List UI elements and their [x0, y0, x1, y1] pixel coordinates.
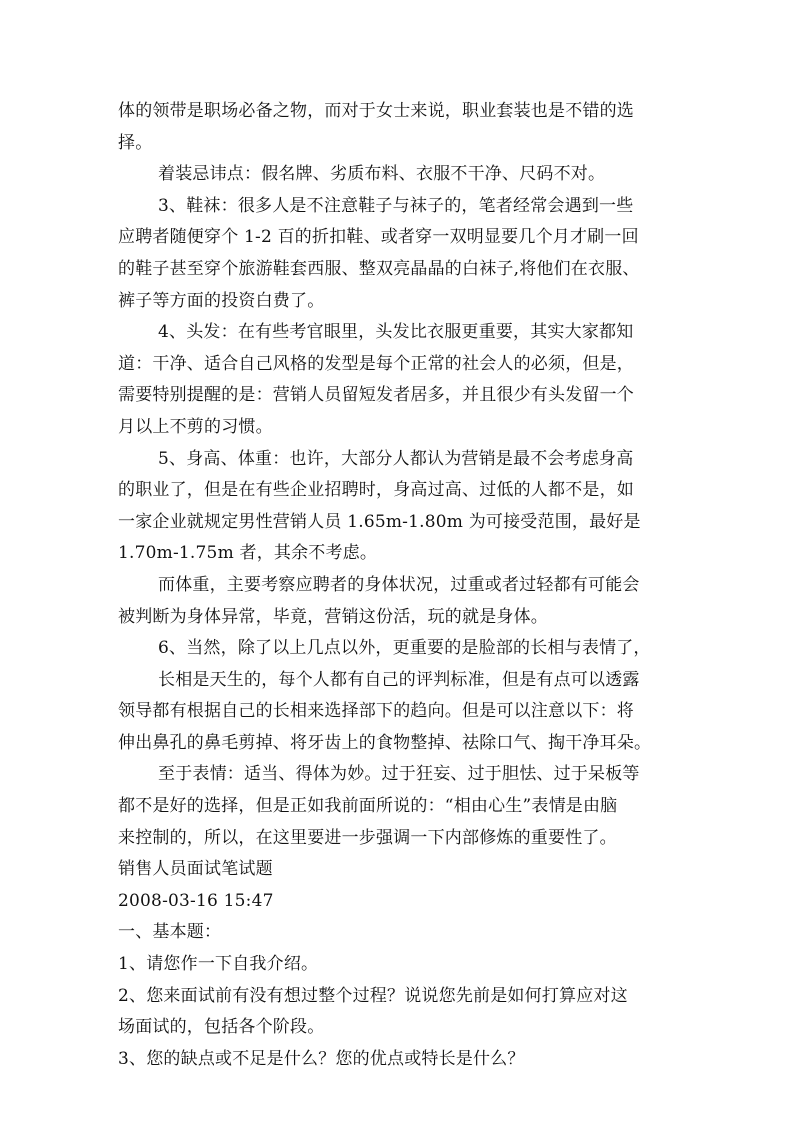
text-line: 被判断为身体异常，毕竟，营销这份活，玩的就是身体。 [118, 606, 548, 627]
text-line: 月以上不剪的习惯。 [118, 416, 273, 437]
text-line: 着装忌讳点：假名牌、劣质布料、衣服不干净、尺码不对。 [158, 164, 606, 185]
text-line: 领导都有根据自己的长相来选择部下的趋向。但是可以注意以下：将 [118, 701, 634, 722]
text-line: 的鞋子甚至穿个旅游鞋套西服、整双亮晶晶的白袜子,将他们在衣服、 [118, 258, 640, 279]
text-line: 裤子等方面的投资白费了。 [118, 290, 325, 311]
text-line: 一家企业就规定男性营销人员 1.65m-1.80m 为可接受范围，最好是 [118, 511, 641, 532]
text-line: 3、鞋袜：很多人是不注意鞋子与袜子的，笔者经常会遇到一些 [158, 195, 634, 216]
text-line: 都不是好的选择，但是正如我前面所说的：“相由心生”表情是由脑 [118, 796, 618, 817]
text-line: 1.70m-1.75m 者，其余不考虑。 [118, 543, 378, 564]
text-line: 长相是天生的，每个人都有自己的评判标准，但是有点可以透露 [158, 669, 640, 690]
text-line: 至于表情：适当、得体为妙。过于狂妄、过于胆怯、过于呆板等 [158, 764, 640, 785]
text-line: 5、身高、体重：也许，大部分人都认为营销是最不会考虑身高 [158, 448, 634, 469]
text-line: 4、头发：在有些考官眼里，头发比衣服更重要，其实大家都知 [158, 322, 634, 343]
text-line: 伸出鼻孔的鼻毛剪掉、将牙齿上的食物整掉、祛除口气、掏干净耳朵。 [118, 732, 652, 753]
text-line: 销售人员面试笔试题 [118, 859, 273, 880]
text-line: 一、基本题： [118, 922, 222, 943]
text-line: 来控制的，所以，在这里要进一步强调一下内部修炼的重要性了。 [118, 827, 617, 848]
document-body [118, 96, 680, 1075]
text-line: 择。 [118, 132, 153, 153]
text-line: 3、您的缺点或不足是什么？您的优点或特长是什么？ [118, 1048, 525, 1069]
text-line: 1、请您作一下自我介绍。 [118, 954, 319, 975]
text-line: 6、当然，除了以上几点以外，更重要的是脸部的长相与表情了， [158, 638, 651, 659]
text-line: 应聘者随便穿个 1-2 百的折扣鞋、或者穿一双明显要几个月才刷一回 [118, 227, 639, 248]
text-line: 道：干净、适合自己风格的发型是每个正常的社会人的必须，但是， [118, 353, 634, 374]
text-line: 需要特别提醒的是：营销人员留短发者居多，并且很少有头发留一个 [118, 385, 634, 406]
text-line: 2、您来面试前有没有想过整个过程？说说您先前是如何打算应对这 [118, 985, 628, 1006]
text-line: 的职业了，但是在有些企业招聘时，身高过高、过低的人都不是，如 [118, 480, 634, 501]
text-line: 场面试的，包括各个阶段。 [118, 1017, 325, 1038]
text-line: 体的领带是职场必备之物，而对于女士来说，职业套装也是不错的选 [118, 101, 634, 121]
text-line: 2008-03-16 15:47 [118, 890, 274, 911]
text-line: 而体重，主要考察应聘者的身体状况，过重或者过轻都有可能会 [158, 574, 640, 595]
